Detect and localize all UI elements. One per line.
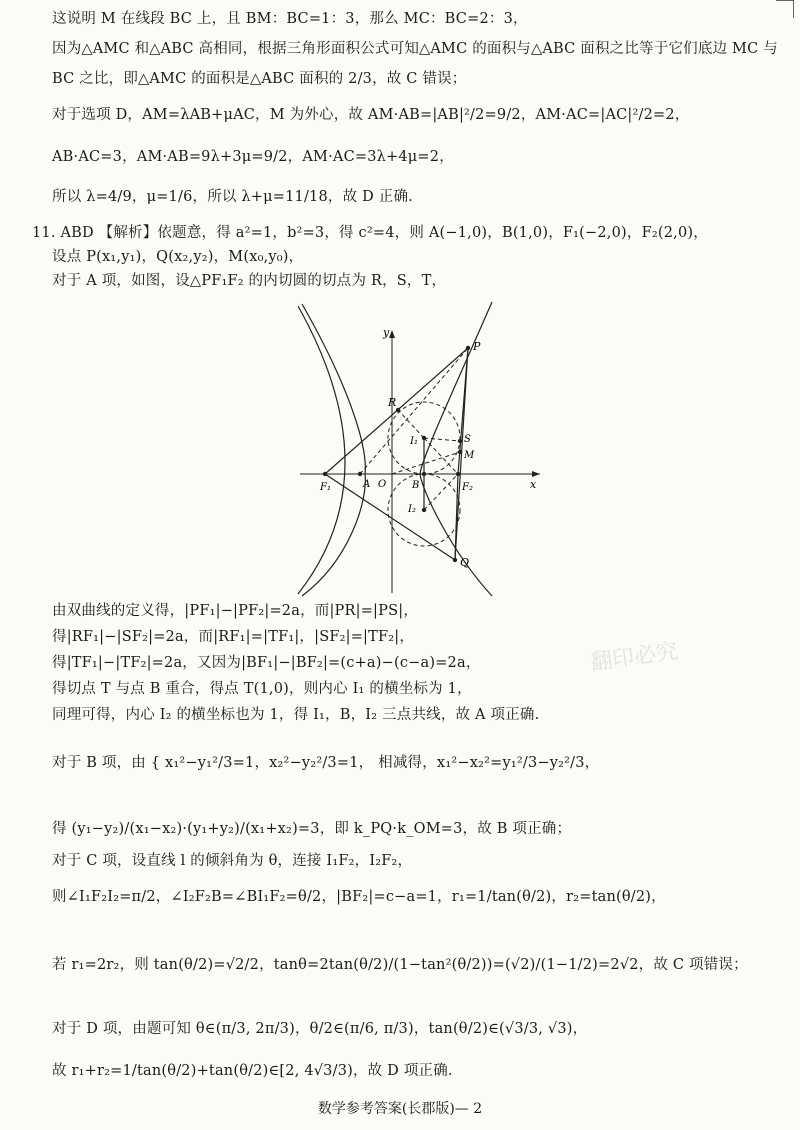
line-21: 故 r₁+r₂=1/tan(θ/2)+tan(θ/2)∈[2, 4√3/3)，故 D 项正确. — [52, 1063, 453, 1079]
line-12: 得|TF₁|−|TF₂|=2a，又因为|BF₁|−|BF₂|=(c+a)−(c−a)=2a， — [52, 655, 481, 671]
hyperbola-figure — [280, 298, 550, 598]
point-q — [453, 558, 457, 562]
line-14: 同理可得，内心 I₂ 的横坐标也为 1，得 I₁，B，I₂ 三点共线，故 A 项正确. — [52, 707, 540, 723]
watermark-stamp: 翻印必究 — [588, 638, 680, 676]
label-f1: F₁ — [320, 482, 331, 493]
line-16: 得 (y₁−y₂)/(x₁−x₂)·(y₁+y₂)/(x₁+x₂)=3，即 k_PQ·k_OM=3，故 B 项正确； — [52, 821, 572, 837]
line-6: 所以 λ=4/9，μ=1/6，所以 λ+μ=11/18，故 D 正确. — [52, 189, 413, 205]
line-2: 因为△AMC 和△ABC 高相同，根据三角形面积公式可知△AMC 的面积与△ABC 面积之比等于它们底边 MC 与 — [52, 41, 778, 57]
line-7: 11. ABD 【解析】依题意，得 a²=1，b²=3，得 c²=4，则 A(−1,0)，B(1,0)，F₁(−2,0)，F₂(2,0)， — [32, 225, 708, 241]
label-i1: I₁ — [410, 436, 418, 447]
label-f2: F₂ — [462, 482, 473, 493]
line-5: AB·AC=3，AM·AB=9λ+3μ=9/2，AM·AC=3λ+4μ=2， — [52, 149, 454, 165]
dashed-a-p — [360, 348, 468, 474]
label-r: R — [388, 396, 397, 409]
label-q: Q — [460, 556, 470, 569]
dashed-i1-f2 — [424, 438, 458, 474]
point-s — [458, 439, 462, 443]
left-branch — [298, 306, 345, 594]
line-8: 设点 P(x₁,y₁)，Q(x₂,y₂)，M(x₀,y₀)， — [52, 249, 304, 265]
line-20: 对于 D 项，由题可知 θ∈(π/3, 2π/3)，θ/2∈(π/6, π/3)，tan(θ/2)∈(√3/3, √3)， — [52, 1021, 588, 1037]
line-18: 则∠I₁F₂I₂=π/2，∠I₂F₂B=∠BI₁F₂=θ/2，|BF₂|=c−a=1，r₁=1/tan(θ/2)，r₂=tan(θ/2)， — [52, 889, 666, 905]
dashed-i2-f2 — [424, 474, 458, 510]
line-11: 得|RF₁|−|SF₂|=2a，而|RF₁|=|TF₁|，|SF₂|=|TF₂|， — [52, 629, 415, 645]
left-hyperbola — [302, 304, 365, 596]
label-b: B — [412, 480, 420, 491]
label-s: S — [464, 434, 471, 445]
line-9: 对于 A 项，如图，设△PF₁F₂ 的内切圆的切点为 R，S，T， — [52, 273, 447, 289]
label-o: O — [378, 479, 387, 490]
label-x: x — [530, 478, 537, 491]
dashed-i1-s — [424, 438, 460, 441]
point-a — [358, 472, 362, 476]
point-p — [466, 346, 470, 350]
corner-fold-icon — [774, 0, 794, 20]
line-3: BC 之比，即△AMC 的面积是△ABC 面积的 2/3，故 C 错误； — [52, 71, 467, 87]
label-p: P — [473, 340, 481, 353]
line-17: 对于 C 项，设直线 l 的倾斜角为 θ，连接 I₁F₂，I₂F₂， — [52, 853, 413, 869]
line-10: 由双曲线的定义得，|PF₁|−|PF₂|=2a，而|PR|=|PS|， — [52, 603, 419, 619]
point-m — [458, 450, 462, 454]
page-footer: 数学参考答案(长郡版)— 2 — [317, 1101, 483, 1117]
line-13: 得切点 T 与点 B 重合，得点 T(1,0)，则内心 I₁ 的横坐标为 1， — [52, 681, 472, 697]
label-y: y — [383, 326, 390, 339]
label-a: A — [363, 479, 371, 490]
label-m: M — [464, 450, 475, 461]
label-i2: I₂ — [408, 504, 416, 515]
line-15: 对于 B 项，由 { x₁²−y₁²/3=1，x₂²−y₂²/3=1， 相减得，x₁²−x₂²=y₁²/3−y₂²/3， — [52, 755, 600, 771]
y-axis-arrow — [389, 330, 395, 338]
point-f1 — [323, 472, 327, 476]
x-axis-arrow — [532, 471, 540, 477]
line-4: 对于选项 D，AM=λAB+μAC，M 为外心，故 AM·AB=|AB|²/2=9/2，AM·AC=|AC|²/2=2， — [52, 107, 690, 123]
point-b — [422, 472, 426, 476]
line-19: 若 r₁=2r₂，则 tan(θ/2)=√2/2，tanθ=2tan(θ/2)/(1−tan²(θ/2))=(√2)/(1−1/2)=2√2，故 C 项错误； — [52, 957, 748, 973]
point-i1 — [422, 436, 426, 440]
point-i2 — [422, 508, 426, 512]
point-r — [396, 408, 400, 412]
line-1: 这说明 M 在线段 BC 上，且 BM：BC=1：3，那么 MC：BC=2：3， — [52, 11, 528, 27]
point-f2 — [456, 472, 460, 476]
